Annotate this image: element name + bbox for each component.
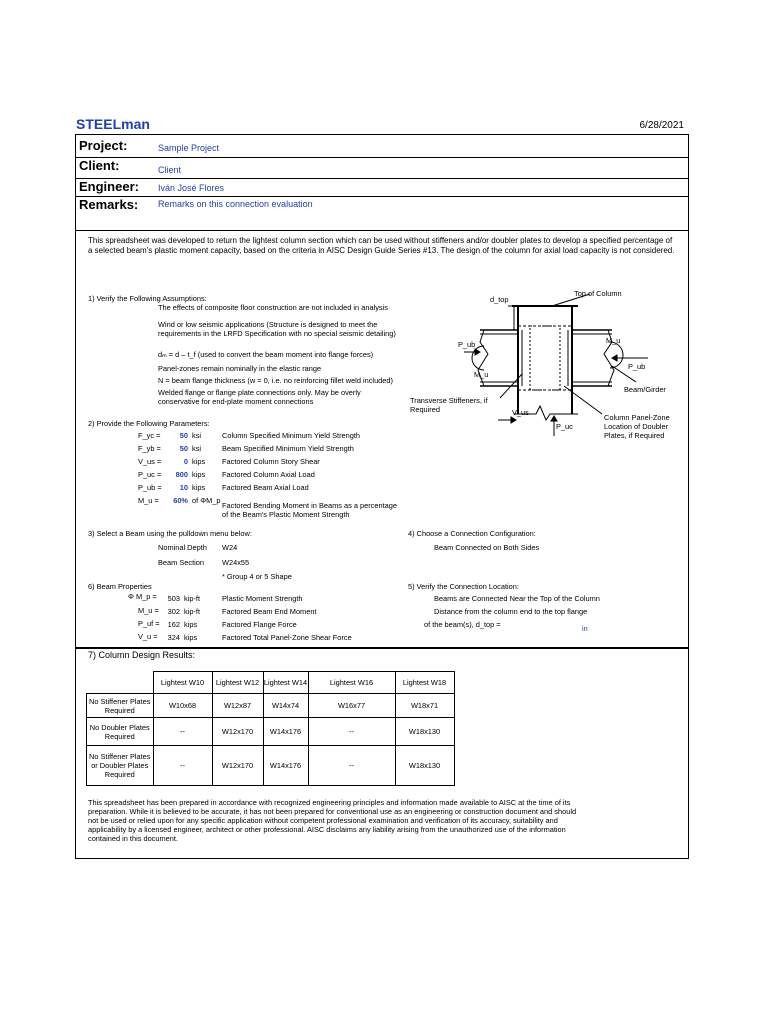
param-pub-value[interactable]: 10 [179,483,188,492]
document-date: 6/28/2021 [639,120,684,131]
step5-title: 5) Verify the Connection Location: [408,582,519,591]
client-label: Client: [79,158,120,173]
remarks-label: Remarks: [79,197,139,212]
distance-unit: in [582,624,588,633]
client-value[interactable]: Client [158,165,182,175]
beam-section-select[interactable]: W24x55 [222,558,250,567]
table-cell: W12x87 [212,694,263,718]
prop-puf-symbol: P_uf = [138,619,160,628]
step6-title: 6) Beam Properties [88,582,152,591]
col-header-w14: Lightest W14 [263,672,308,694]
table-cell: W14x176 [263,746,308,786]
fig-vus: V_us [512,408,529,417]
row-label-no-stiffener-or-doubler: No Stiffener Plates or Doubler Plates Required [87,746,154,786]
param-puc-unit: kips [192,470,206,479]
engineer-value[interactable]: Iván José Flores [158,183,225,193]
col-header-w18: Lightest W18 [395,672,454,694]
param-fyc-symbol: F_yc = [138,431,161,440]
param-puc-symbol: P_uc = [138,470,162,479]
intro-text: This spreadsheet was developed to return the lightest column section which can be used without stiffeners and/or doubler plates to develop a specified percentage of a selected beam's plastic moment capacity, based on the criteria in AISC Design Guide Series #13. The design of the column for axial load capacity is not considered. [88,236,675,255]
param-mu-desc: Factored Bending Moment in Beams as a percentage of the Beam's Plastic Moment Strength [222,501,398,519]
brand-title: STEELman [76,116,150,132]
param-fyb-value[interactable]: 50 [179,444,188,453]
connection-config-select[interactable]: Beam Connected on Both Sides [434,543,540,552]
assumption-6: Welded flange or flange plate connections only. May be overly conservative for end-plate moment connections [158,388,361,406]
prop-vu-desc: Factored Total Panel-Zone Shear Force [222,633,352,642]
project-row [75,134,689,158]
fig-beam-girder: Beam/Girder [624,385,666,394]
results-table [86,671,455,786]
beam-section-label: Beam Section [158,558,205,567]
fig-d-top: d_top [490,295,509,304]
fig-transverse-stiffeners: Transverse Stiffeners, if Required [410,396,488,414]
assumption-1: The effects of composite floor construction are not included in analysis [158,303,388,312]
engineer-row [75,178,689,197]
param-mu-unit: of ΦM_p [192,496,221,505]
prop-mu-unit: kip-ft [184,607,201,616]
table-row [87,746,455,786]
fig-panel-zone: Column Panel-Zone Location of Doubler Plates, if Required [604,413,670,440]
param-puc-value[interactable]: 800 [175,470,188,479]
table-cell: W14x176 [263,718,308,746]
param-mu-value[interactable]: 60% [173,496,188,505]
nominal-depth-label: Nominal Depth [158,543,207,552]
col-header-w12: Lightest W12 [212,672,263,694]
table-cell: -- [153,746,212,786]
prop-vu-unit: kips [184,633,198,642]
table-cell: -- [308,718,395,746]
table-cell: W18x71 [395,694,454,718]
step7-title: 7) Column Design Results: [88,650,196,660]
group-shape-note: * Group 4 or 5 Shape [222,572,292,581]
param-fyc-unit: ksi [192,431,202,440]
param-vus-desc: Factored Column Story Shear [222,457,320,466]
table-cell: W18x130 [395,718,454,746]
remarks-row [75,196,689,231]
assumption-4: Panel-zones remain nominally in the elastic range [158,364,322,373]
prop-mu-desc: Factored Beam End Moment [222,607,317,616]
table-row [87,694,455,718]
prop-mu-symbol: M_u = [138,606,159,615]
engineer-label: Engineer: [79,179,139,194]
param-pub-unit: kips [192,483,206,492]
project-value[interactable]: Sample Project [158,143,220,153]
prop-phimp-symbol: Φ M_p = [128,592,157,601]
connection-location-select[interactable]: Beams are Connected Near the Top of the Column [434,594,600,603]
nominal-depth-select[interactable]: W24 [222,543,238,552]
disclaimer-text: This spreadsheet has been prepared in accordance with recognized engineering principles and information made available to AISC at the time of its preparation. While it is believed to be accurate, it has not been prepared for conventional use as an engineering or construction document and should not be used or relied upon for any specific application without competent professional examination and verification of its accuracy, suitability and applicability by a licensed engineer, architect or other professional. AISC disclaims any liability arising from the unauthorized use of the information contained in this document. [88,798,577,843]
table-row [87,718,455,746]
prop-puf-value: 162 [167,620,180,629]
param-vus-symbol: V_us = [138,457,162,466]
table-cell: W18x130 [395,746,454,786]
table-cell: -- [153,718,212,746]
param-vus-unit: kips [192,457,206,466]
fig-puc: P_uc [556,422,573,431]
project-label: Project: [79,138,128,153]
step1-title: 1) Verify the Following Assumptions: [88,294,207,303]
fig-mu-right: M_u [606,336,621,345]
col-header-w10: Lightest W10 [153,672,212,694]
param-puc-desc: Factored Column Axial Load [222,470,315,479]
param-mu-symbol: M_u = [138,496,159,505]
param-fyc-desc: Column Specified Minimum Yield Strength [222,431,361,440]
assumption-2: Wind or low seismic applications (Structure is designed to meet the requirements in the LRFD Specification with no special seismic detailing) [158,320,396,338]
param-pub-desc: Factored Beam Axial Load [222,483,309,492]
client-row [75,156,689,179]
row-label-no-stiffener: No Stiffener Plates Required [87,694,154,718]
table-cell: W10x68 [153,694,212,718]
remarks-value[interactable]: Remarks on this connection evaluation [158,199,313,209]
prop-puf-unit: kips [184,620,198,629]
prop-vu-value: 324 [167,633,180,642]
param-vus-value[interactable]: 0 [183,457,188,466]
assumption-3: dₘ = d – t_f (used to convert the beam moment into flange forces) [158,350,374,359]
fig-top-of-column: Top of Column [574,289,622,298]
param-pub-symbol: P_ub = [138,483,162,492]
table-cell: W12x170 [212,718,263,746]
prop-mu-value: 302 [167,607,180,616]
table-cell: W16x77 [308,694,395,718]
prop-phimp-unit: kip-ft [184,594,201,603]
table-cell: W14x74 [263,694,308,718]
step3-title: 3) Select a Beam using the pulldown menu below: [88,529,252,538]
prop-puf-desc: Factored Flange Force [222,620,297,629]
prop-vu-symbol: V_u = [138,632,158,641]
assumption-5: N = beam flange thickness (w = 0, i.e. no reinforcing fillet weld included) [158,376,393,385]
step2-title: 2) Provide the Following Parameters: [88,419,210,428]
table-cell: W12x170 [212,746,263,786]
row-label-no-doubler: No Doubler Plates Required [87,718,154,746]
fig-pub-left: P_ub [458,340,476,349]
step4-title: 4) Choose a Connection Configuration: [408,529,536,538]
distance-text-2: of the beam(s), d_top = [424,620,501,629]
prop-phimp-value: 503 [167,594,180,603]
param-fyb-desc: Beam Specified Minimum Yield Strength [222,444,354,453]
table-cell: -- [308,746,395,786]
prop-phimp-desc: Plastic Moment Strength [222,594,303,603]
param-fyb-unit: ksi [192,444,202,453]
fig-pub-right: P_ub [628,362,646,371]
col-header-w16: Lightest W16 [308,672,395,694]
fig-mu-left: M_u [474,370,489,379]
param-fyb-symbol: F_yb = [138,444,161,453]
distance-text-1: Distance from the column end to the top flange [434,607,588,616]
param-fyc-value[interactable]: 50 [179,431,188,440]
